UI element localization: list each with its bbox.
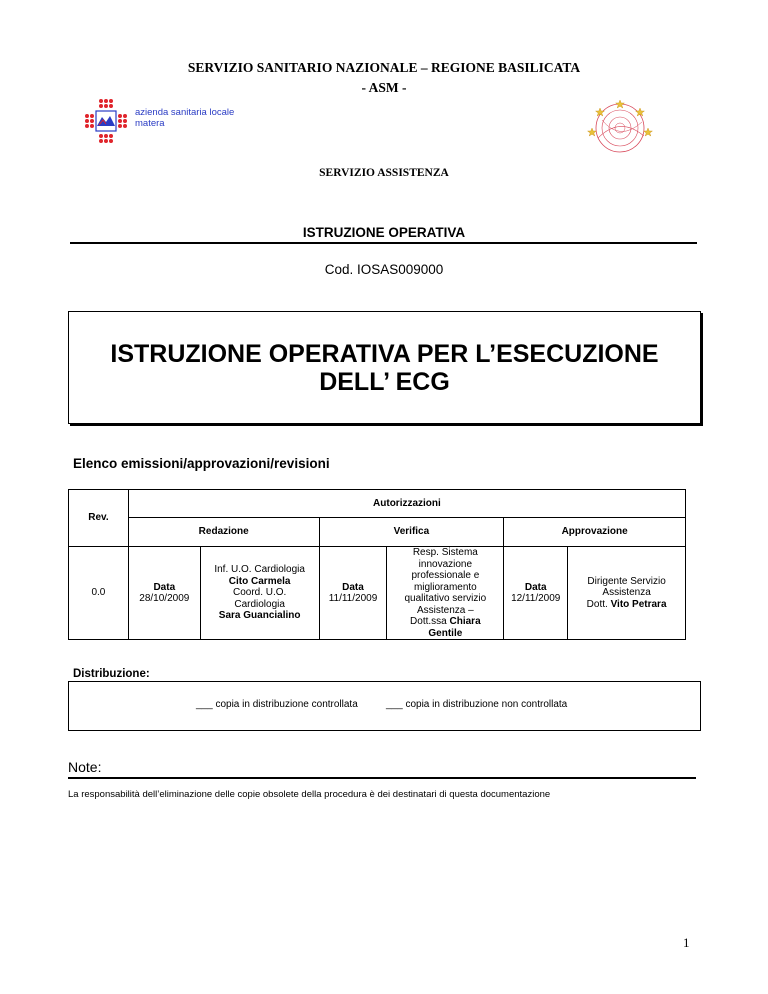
verifica-date-cell [319,547,387,640]
distribution-box [68,681,701,731]
approvazione-date-cell [504,547,568,640]
distribution-label: Distribuzione: [73,668,150,680]
verifica-line-1: Resp. Sistema [412,547,478,558]
approvazione-line-2: Assistenza [602,587,651,599]
redazione-line-5: Sara Guancialino [218,610,301,622]
verifica-line-7 [387,616,503,628]
verifica-line-3: professionale e [411,570,480,581]
quality-stamp-logo [584,98,656,158]
redazione-date-cell [128,547,200,640]
autorizzazioni-header: Autorizzazioni [128,490,685,518]
rev-value: 0.0 [69,547,129,640]
document-type-title: ISTRUZIONE OPERATIVA [302,225,466,240]
redazione-line-2: Cito Carmela [228,575,291,587]
logo-text [135,107,234,129]
verifica-header: Verifica [319,518,504,547]
header-line-1: SERVIZIO SANITARIO NAZIONALE – REGIONE BASILICATA [187,60,581,75]
data-label: Data [153,581,176,593]
emissions-list-label: Elenco emissioni/approvazioni/revisioni [73,456,330,471]
logo-text-line-2: matera [135,118,165,129]
title-divider [70,242,697,244]
verifica-line-5: qualitativo servizio [404,593,487,604]
main-title-line-1: ISTRUZIONE OPERATIVA PER L’ESECUZIONE [110,340,659,368]
asl-matera-logo [84,98,128,144]
verifica-line-2: innovazione [418,558,473,570]
redazione-line-1: Inf. U.O. Cardiologia [214,564,305,576]
logo-text-line-1: azienda sanitaria locale [135,107,235,118]
header-line-2: - ASM - [361,80,407,95]
redazione-header: Redazione [128,518,319,547]
verifica-line-6: Assistenza – [417,604,474,616]
redazione-signers-cell [200,547,319,640]
copy-controlled-option: ___ copia in distribuzione controllata [196,699,358,710]
note-label: Note: [68,759,102,775]
approvazione-line-1: Dirigente Servizio [587,575,666,587]
approvazione-name: Vito Petrara [610,598,667,610]
document-code: Cod. IOSAS009000 [324,262,444,277]
note-divider [68,777,696,779]
servizio-heading: SERVIZIO ASSISTENZA [319,167,449,179]
redazione-date: 28/10/2009 [139,593,190,604]
note-text: La responsabilità dell’eliminazione delle copie obsolete della procedura è dei destinatari di questa documentazione [68,789,551,800]
authorizations-table [68,489,686,640]
verifica-line-4: miglioramento [413,581,477,593]
verifica-signers-cell [387,547,504,640]
main-title [68,340,701,396]
approvazione-signers-cell [568,547,686,640]
verifica-title: Dott.ssa [410,616,447,627]
rev-header: Rev. [69,490,129,547]
page-number: 1 [683,935,690,950]
redazione-line-4: Cardiologia [234,598,285,610]
main-title-line-2: DELL’ ECG [319,368,450,396]
verifica-date: 11/11/2009 [328,593,378,604]
verifica-line-9: Gentile [428,627,463,639]
approvazione-line-3 [568,599,685,611]
approvazione-title: Dott. [586,598,608,610]
data-label: Data [342,581,364,593]
redazione-line-3: Coord. U.O. [232,587,287,599]
approvazione-header: Approvazione [504,518,686,547]
verifica-firstname: Chiara [449,616,481,627]
data-label: Data [524,581,547,593]
approvazione-date: 12/11/2009 [511,593,561,604]
copy-uncontrolled-option: ___ copia in distribuzione non controllata [386,699,568,710]
